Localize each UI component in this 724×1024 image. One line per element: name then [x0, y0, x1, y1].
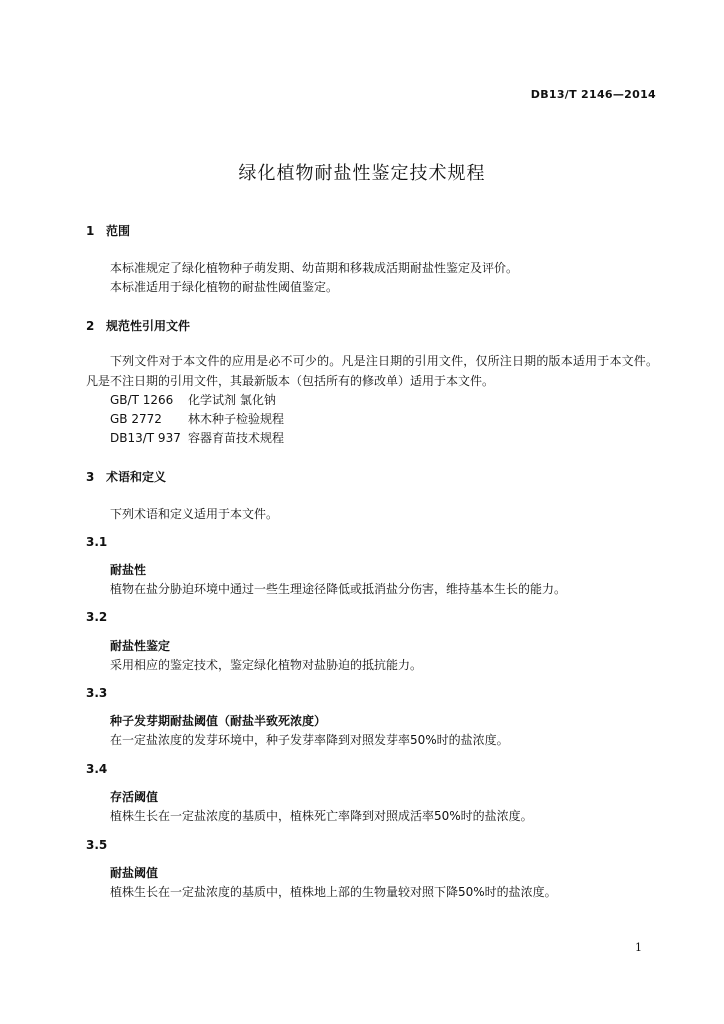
- reference-code: DB13/T 937: [110, 431, 181, 445]
- references-paragraph: 下列文件对于本文件的应用是必不可少的。凡是注日期的引用文件，仅所注日期的版本适用于本文件。凡是不注日期的引用文件，其最新版本（包括所有的修改单）适用于本文件。: [86, 354, 658, 388]
- section-title: 范围: [106, 224, 131, 238]
- scope-line-2: 本标准适用于绿化植物的耐盐性阈值鉴定。: [110, 280, 339, 294]
- section-heading-scope: [86, 222, 130, 239]
- term-definition: 采用相应的鉴定技术，鉴定绿化植物对盐胁迫的抵抗能力。: [110, 658, 423, 672]
- terms-intro: 下列术语和定义适用于本文件。: [110, 507, 279, 521]
- document-title: 绿化植物耐盐性鉴定技术规程: [238, 163, 486, 184]
- reference-title: 林木种子检验规程: [188, 412, 285, 426]
- section-heading-normative-references: [86, 317, 190, 334]
- reference-item: [110, 391, 276, 408]
- reference-code: GB 2772: [110, 412, 162, 426]
- section-title: 规范性引用文件: [106, 319, 191, 333]
- term-name: 耐盐性: [110, 563, 147, 577]
- section-number: 2: [86, 319, 95, 333]
- section-number: 1: [86, 224, 95, 238]
- term-name: 耐盐阈值: [110, 866, 159, 880]
- term-name: 耐盐性鉴定: [110, 639, 171, 653]
- term-number: 3.2: [86, 610, 108, 624]
- reference-item: [110, 429, 284, 446]
- term-number: 3.1: [86, 535, 108, 549]
- reference-title: 化学试剂 氯化钠: [188, 393, 276, 407]
- section-title: 术语和定义: [106, 470, 167, 484]
- term-name: 种子发芽期耐盐阈值（耐盐半致死浓度）: [110, 714, 327, 728]
- reference-code: GB/T 1266: [110, 393, 174, 407]
- section-number: 3: [86, 470, 95, 484]
- term-definition: 植株生长在一定盐浓度的基质中，植株地上部的生物量较对照下降50%时的盐浓度。: [110, 885, 557, 899]
- reference-title: 容器育苗技术规程: [188, 431, 285, 445]
- document-code: DB13/T 2146—2014: [530, 88, 656, 101]
- term-definition: 植株生长在一定盐浓度的基质中，植株死亡率降到对照成活率50%时的盐浓度。: [110, 809, 533, 823]
- term-number: 3.4: [86, 762, 108, 776]
- term-name: 存活阈值: [110, 790, 159, 804]
- term-definition: 在一定盐浓度的发芽环境中，种子发芽率降到对照发芽率50%时的盐浓度。: [110, 733, 509, 747]
- page-number: 1: [635, 941, 642, 954]
- term-number: 3.3: [86, 686, 108, 700]
- reference-item: [110, 410, 284, 427]
- section-heading-terms-definitions: [86, 468, 166, 485]
- term-definition: 植物在盐分胁迫环境中通过一些生理途径降低或抵消盐分伤害，维持基本生长的能力。: [110, 582, 567, 596]
- scope-line-1: 本标准规定了绿化植物种子萌发期、幼苗期和移栽成活期耐盐性鉴定及评价。: [110, 261, 519, 275]
- term-number: 3.5: [86, 838, 108, 852]
